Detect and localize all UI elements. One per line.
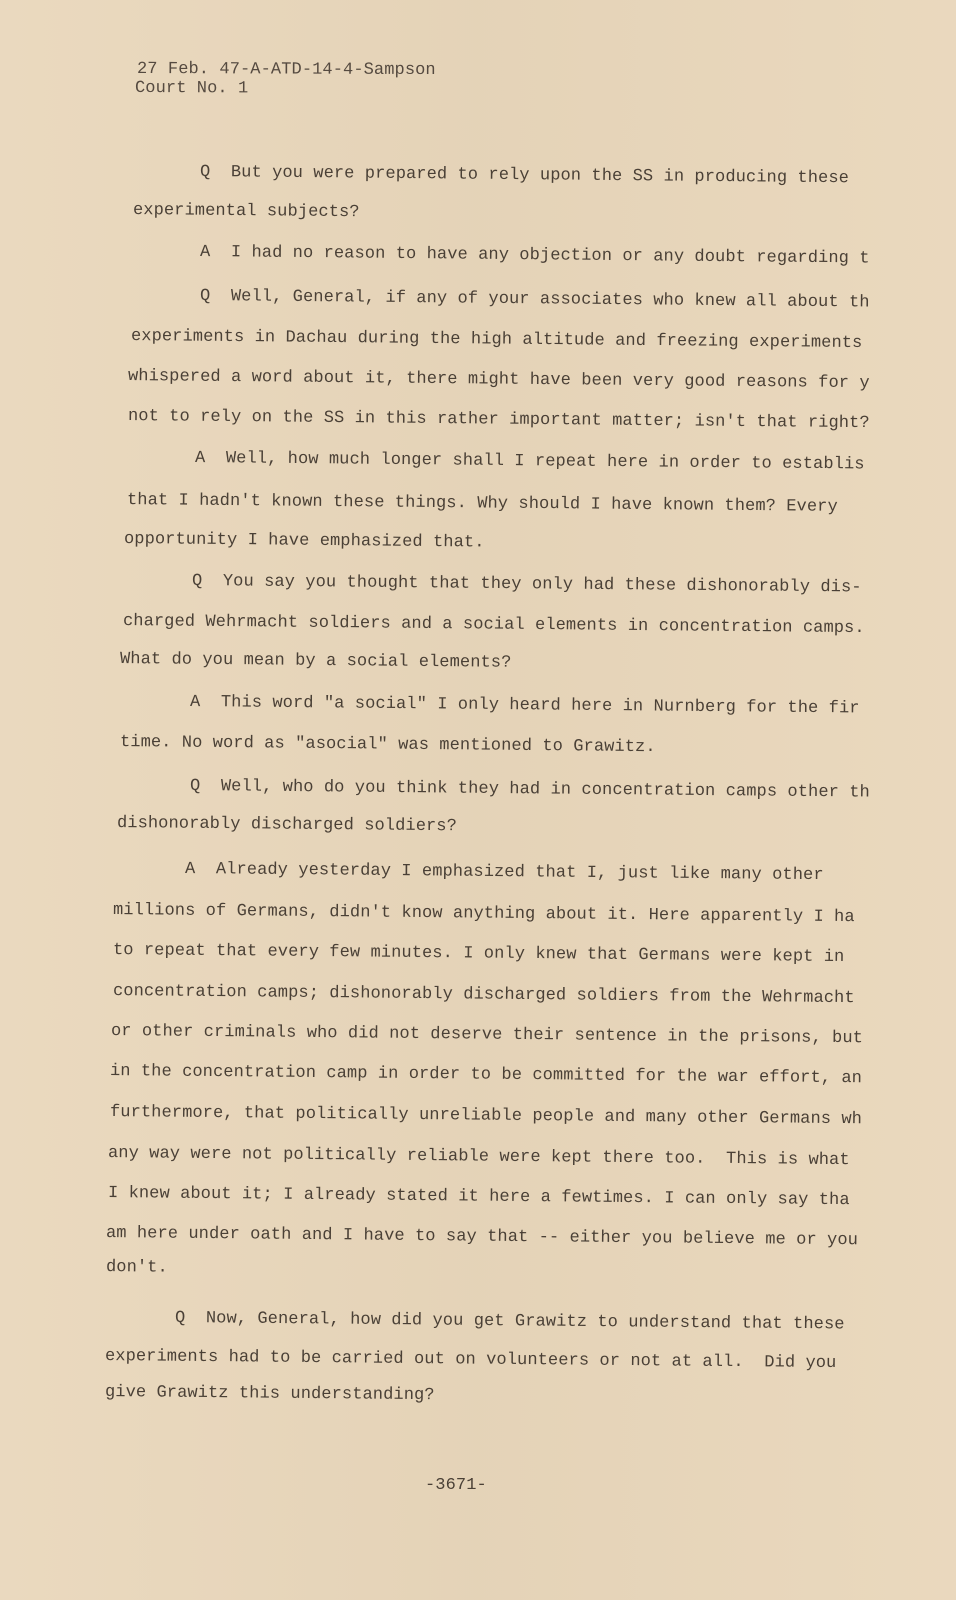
transcript-line: millions of Germans, didn't know anything about it. Here apparently I ha: [112, 901, 855, 928]
transcript-line: am here under oath and I have to say that -- either you believe me or you: [105, 1224, 859, 1251]
transcript-line: whispered a word about it, there might have been very good reasons for y: [127, 367, 870, 394]
transcript-line: any way were not politically reliable were kept there too. This is what: [107, 1144, 850, 1171]
transcript-line: dishonorably discharged soldiers?: [116, 814, 458, 837]
transcript-line: don't.: [105, 1258, 168, 1278]
transcript-line: concentration camps; dishonorably discharged soldiers from the Wehrmacht: [112, 982, 855, 1009]
transcript-line: Q Well, General, if any of your associates who knew all about th: [199, 287, 870, 313]
transcript-line: A Already yesterday I emphasized that I, just like many other: [184, 860, 824, 886]
transcript-line: to repeat that every few minutes. I only knew that Germans were kept in: [112, 941, 845, 968]
transcript-line: time. No word as "asocial" was mentioned to Grawitz.: [119, 733, 656, 758]
header-court: Court No. 1: [134, 79, 249, 99]
transcript-line: not to rely on the SS in this rather important matter; isn't that right?: [127, 407, 870, 434]
transcript-line: A Well, how much longer shall I repeat here in order to establis: [194, 449, 865, 475]
transcript-line: Q Well, who do you think they had in concentration camps other th: [189, 777, 870, 803]
transcript-line: furthermore, that politically unreliable people and many other Germans wh: [109, 1103, 863, 1130]
transcript-line: experiments had to be carried out on volunteers or not at all. Did you: [104, 1347, 837, 1374]
transcript-line: experiments in Dachau during the high altitude and freezing experiments: [130, 327, 863, 354]
transcript-line: Q You say you thought that they only had these dishonorably dis-: [191, 572, 862, 598]
transcript-line: that I hadn't known these things. Why should I have known them? Every: [126, 491, 838, 517]
transcript-line: What do you mean by a social elements?: [119, 650, 512, 673]
transcript-line: charged Wehrmacht soldiers and a social elements in concentration camps.: [122, 612, 865, 639]
transcript-line: A I had no reason to have any objection or any doubt regarding t: [199, 243, 870, 269]
transcript-line: A This word "a social" I only heard here in Nurnberg for the fir: [189, 693, 860, 719]
transcript-line: opportunity I have emphasized that.: [123, 530, 485, 553]
page-number: -3671-: [425, 1476, 487, 1495]
transcript-line: Q Now, General, how did you get Grawitz to understand that these: [174, 1309, 845, 1335]
transcript-line: give Grawitz this understanding?: [104, 1383, 435, 1406]
transcript-line: I knew about it; I already stated it here a fewtimes. I can only say tha: [107, 1184, 850, 1211]
transcript-line: or other criminals who did not deserve their sentence in the prisons, but: [110, 1022, 864, 1049]
transcript-line: Q But you were prepared to rely upon the SS in producing these: [199, 163, 850, 189]
transcript-line: in the concentration camp in order to be committed for the war effort, an: [109, 1062, 863, 1089]
transcript-line: experimental subjects?: [132, 201, 360, 223]
header-reference: 27 Feb. 47-A-ATD-14-4-Sampson: [136, 60, 436, 81]
